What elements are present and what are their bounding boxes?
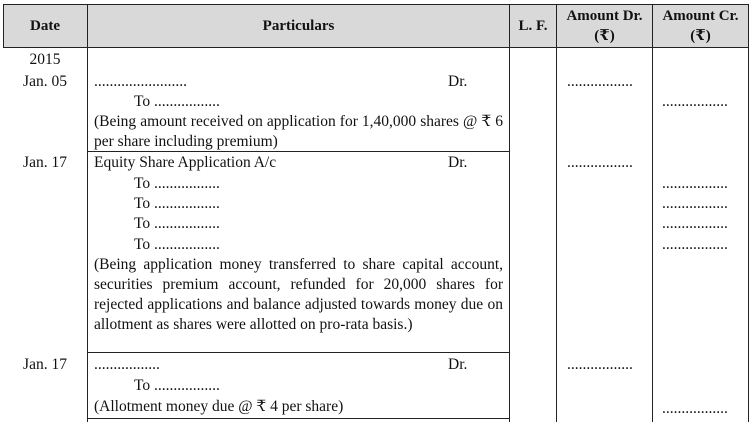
cr-amount: .................: [662, 400, 728, 417]
divider-amount-dr: [652, 4, 653, 422]
header-bottom-border: [3, 47, 749, 48]
credit-account: To .................: [134, 93, 220, 110]
header-amount-cr: Amount Cr. (₹): [653, 5, 748, 47]
cr-amount: .................: [662, 236, 728, 253]
entry-date: Jan. 17: [23, 154, 67, 171]
divider-date: [87, 4, 88, 422]
table-right-border: [748, 4, 749, 422]
credit-account: To .................: [134, 377, 220, 394]
debit-account: ........................: [94, 73, 187, 90]
credit-account: To .................: [134, 215, 220, 232]
narration: (Being application money transferred to share capital account, securities premium account, refunded for 20,000 shares for rejected applications and balance adjusted towards money due on allotment as shares were allotted on pro-rata basis.): [94, 256, 503, 334]
narration: (Being amount received on application for 1,40,000 shares @ ₹ 6 per share including premium): [94, 113, 503, 151]
cr-amount: .................: [662, 175, 728, 192]
dr-label: Dr.: [448, 356, 468, 373]
entry-year: 2015: [29, 51, 61, 68]
debit-account: Equity Share Application A/c: [94, 154, 277, 171]
header-particulars: Particulars: [88, 5, 509, 47]
entry-separator-2: [88, 352, 509, 353]
dr-label: Dr.: [448, 154, 468, 171]
table-top-border: [3, 4, 749, 5]
cr-amount: .................: [662, 93, 728, 110]
entry-date: Jan. 05: [23, 73, 67, 90]
dr-amount: .................: [567, 73, 633, 90]
dr-label: Dr.: [448, 73, 468, 90]
entry-date: Jan. 17: [23, 356, 67, 373]
divider-lf: [556, 4, 557, 422]
header-date: Date: [3, 5, 87, 47]
table-left-border: [3, 4, 4, 48]
debit-account: .................: [94, 356, 160, 373]
header-lf: L. F.: [510, 5, 556, 47]
cr-amount: .................: [662, 215, 728, 232]
header-amount-dr: Amount Dr. (₹): [557, 5, 652, 47]
divider-particulars: [509, 4, 510, 422]
cr-amount: .................: [662, 195, 728, 212]
credit-account: To .................: [134, 195, 220, 212]
entry-separator-3: [88, 418, 509, 419]
credit-account: To .................: [134, 175, 220, 192]
credit-account: To .................: [134, 236, 220, 253]
narration: (Allotment money due @ ₹ 4 per share): [94, 398, 344, 415]
dr-amount: .................: [567, 356, 633, 373]
dr-amount: .................: [567, 154, 633, 171]
